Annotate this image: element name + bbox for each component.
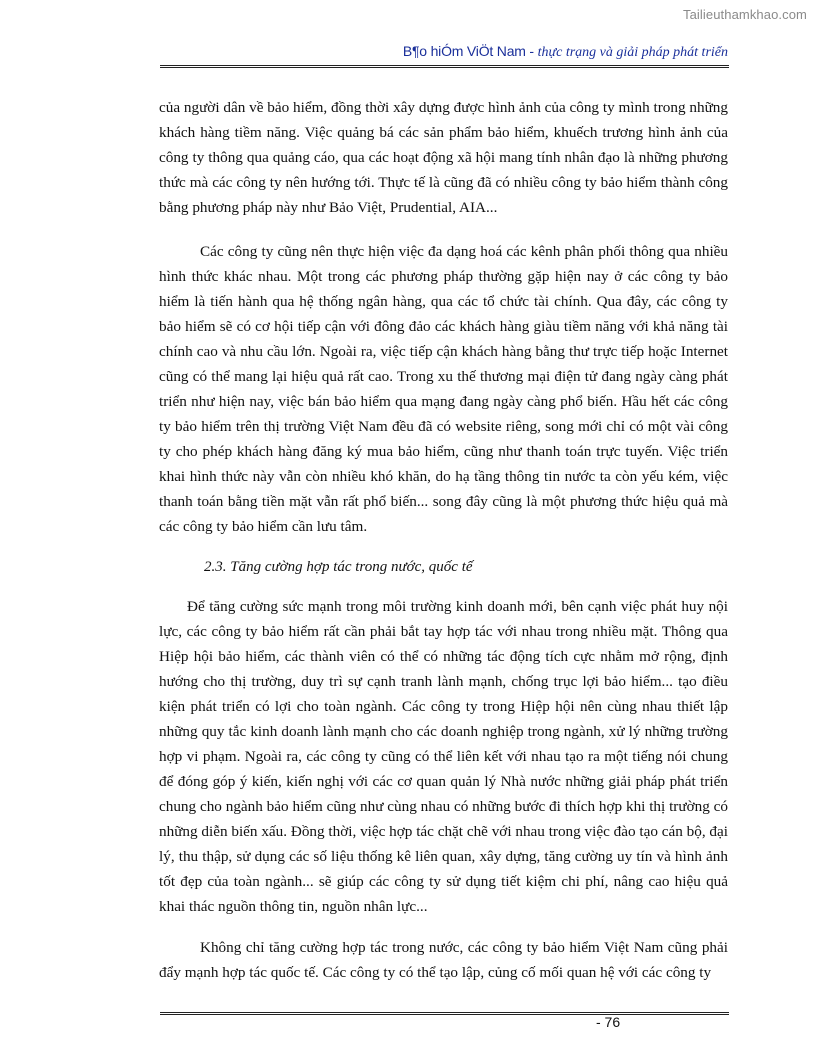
header-rule — [160, 65, 729, 68]
paragraph-1: của người dân về bảo hiểm, đồng thời xây dựng được hình ảnh của công ty mình trong những khách hàng tiềm năng. Việc quảng bá các sản phẩm bảo hiểm, khuếch trương hình ảnh của công ty thông qua quảng cáo, qua các hoạt động xã hội mang tính nhân đạo là những phương thức mà các công ty nên hướng tới. Thực tế là cũng đã có nhiều công ty bảo hiểm thành công bằng phương pháp này như Bảo Việt, Prudential, AIA... — [159, 99, 728, 216]
footer-rule — [160, 1012, 729, 1015]
page-body — [159, 95, 728, 985]
running-header — [403, 43, 728, 61]
paragraph-2: Các công ty cũng nên thực hiện việc đa dạng hoá các kênh phân phối thông qua nhiều hình thức khác nhau. Một trong các phương pháp thường gặp hiện nay ở các công ty bảo hiểm là tiến hành qua hệ thống ngân hàng, qua các tổ chức tài chính. Qua đây, các công ty bảo hiểm sẽ có cơ hội tiếp cận với đông đảo các khách hàng giàu tiềm năng với khả năng tài chính cao và nhu cầu lớn. Ngoài ra, việc tiếp cận khách hàng bằng thư trực tiếp hoặc Internet cũng có thể mang lại hiệu quả rất cao. Trong xu thế thương mại điện tử đang ngày càng phát triển như hiện nay, việc bán bảo hiểm qua mạng đang ngày càng phổ biến. Hầu hết các công ty bảo hiểm trên thị trường Việt Nam đều đã có website riêng, song mới chỉ có một vài công ty cho phép khách hàng đăng ký mua bảo hiểm, cũng như thanh toán trực tuyến. Việc triển khai hình thức này vẫn còn nhiều khó khăn, do hạ tầng thông tin nước ta còn yếu kém, việc thanh toán bằng tiền mặt vẫn rất phổ biến... song đây cũng là một phương thức hiệu quả mà các công ty bảo hiểm cần lưu tâm. — [159, 243, 728, 535]
page-number: - 76 — [596, 1014, 621, 1030]
header-title: B¶o hiÓm ViÖt Nam - — [402, 43, 538, 59]
paragraph-4: Không chỉ tăng cường hợp tác trong nước, các công ty bảo hiểm Việt Nam cũng phải đẩy mạnh hợp tác quốc tế. Các công ty có thể tạo lập, củng cố mối quan hệ với các công ty — [159, 939, 728, 981]
section-heading: 2.3. Tăng cường hợp tác trong nước, quốc tế — [204, 559, 473, 575]
header-subtitle: thực trạng và giải pháp phát triển — [537, 45, 728, 60]
paragraph-3: Để tăng cường sức mạnh trong môi trường kinh doanh mới, bên cạnh việc phát huy nội lực, các công ty bảo hiểm rất cần phải bắt tay hợp tác với nhau trong nhiều mặt. Thông qua Hiệp hội bảo hiểm, các thành viên có thể có những tác động tích cực nhằm mở rộng, định hướng cho thị trường, duy trì sự cạnh tranh lành mạnh, chống trục lợi bảo hiểm... tạo điều kiện phát triển có lợi cho toàn ngành. Các công ty trong Hiệp hội nên cùng nhau thiết lập những quy tắc kinh doanh lành mạnh cho các doanh nghiệp trong ngành, xử lý những trường hợp vi phạm. Ngoài ra, các công ty cũng có thể liên kết với nhau tạo ra một tiếng nói chung để đóng góp ý kiến, kiến nghị với các cơ quan quản lý Nhà nước những giải pháp phát triển chung cho ngành bảo hiểm cũng như cùng nhau có những bước đi thích hợp khi thị trường có những diễn biến xấu. Đồng thời, việc hợp tác chặt chẽ với nhau trong việc đào tạo cán bộ, đại lý, thu thập, sử dụng các số liệu thống kê liên quan, xây dựng, tăng cường uy tín và hình ảnh tốt đẹp của toàn ngành... sẽ giúp các công ty sử dụng tiết kiệm chi phí, nâng cao hiệu quả khai thác nguồn thông tin, nguồn nhân lực... — [159, 598, 728, 915]
watermark-text: Tailieuthamkhao.com — [682, 7, 807, 22]
